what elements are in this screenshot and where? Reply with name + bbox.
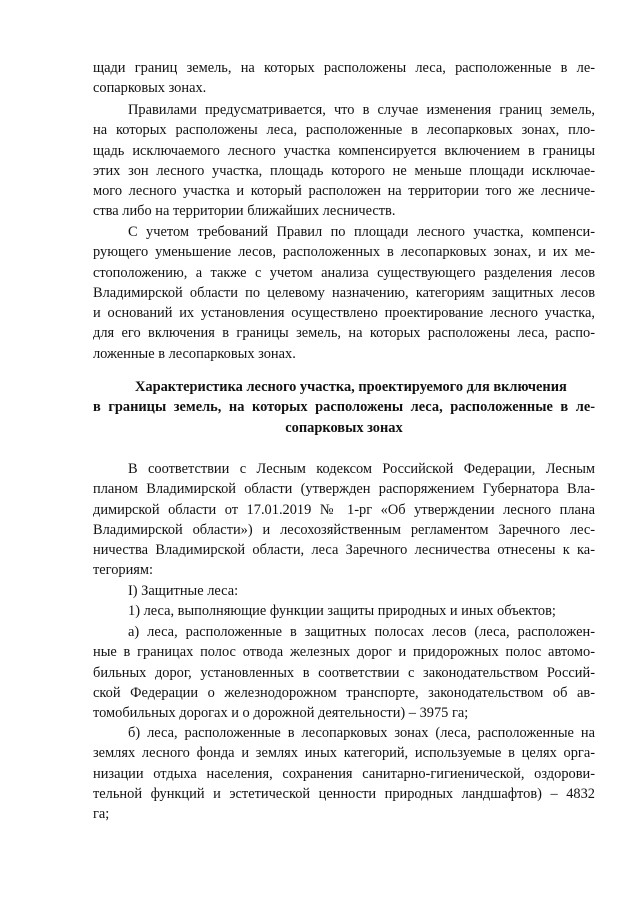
text-line: димирской области от 17.01.2019 № 1-рг «Об утверждении лесного плана [93,501,595,518]
text-line: сопарковых зонах. [93,80,207,97]
paragraph-rules [93,100,595,222]
paragraph-requirements [93,222,595,364]
text-line: Правилами предусматривается, что в случае изменения границ земель, [128,102,595,118]
text-line: тельной функций и эстетической ценности природных ландшафтов) – 4832 [93,785,595,802]
heading-line: сопарковых зонах [285,419,403,436]
heading-line: Характеристика лесного участка, проектируемого для включения [135,379,567,395]
text-line: мого лесного участка и который расположен на территории того же лесниче- [93,183,595,200]
list-item-protective-forests [93,581,595,601]
text-line: землях лесного фонда и землях иных категорий, используемые в целях орга- [93,745,595,762]
text-line: ложенные в лесопарковых зонах. [93,345,296,362]
text-line: планом Владимирской области (утвержден распоряжением Губернатора Вла- [93,481,595,498]
text-line: В соответствии с Лесным кодексом Российской Федерации, Лесным [128,461,595,477]
text-line: стоположению, а также с учетом анализа существующего разделения лесов [93,264,595,281]
text-line: б) леса, расположенные в лесопарковых зонах (леса, расположенные на [128,725,595,741]
text-line: щадь исключаемого лесного участка компенсируется включением в границы [93,142,595,159]
text-line: томобильных дорогах и о дорожной деятельности) – 3975 га; [93,705,469,722]
text-line: I) Защитные леса: [128,583,239,599]
text-line: ничества Владимирской области, леса Заречного лесничества отнесены к ка- [93,542,595,559]
text-line: ные в границах полос отвода железных дорог и придорожных полос автомо- [93,644,595,661]
list-item-a [93,622,595,723]
paragraph-categories [93,459,595,581]
text-line: для его включения в границы земель, на которых расположены леса, распо- [93,325,595,342]
text-line: рующего уменьшение лесов, расположенных в лесопарковых зонах, и их ме- [93,244,595,261]
text-line: Владимирской области») и лесохозяйственным регламентом Заречного лес- [93,521,595,538]
text-line: ской Федерации о железнодорожном транспорте, законодательством об ав- [93,684,595,701]
list-item-b [93,723,595,824]
text-line: С учетом требований Правил по площади лесного участка, компенси- [128,224,595,240]
text-line: ства либо на территории ближайших лесничеств. [93,203,396,220]
text-line: тегориям: [93,562,154,579]
text-line: га; [93,806,110,823]
text-line: этих зон лесного участка, площадь которого не меньше площади исключае- [93,162,595,179]
text-line: а) леса, расположенные в защитных полосах лесов (леса, расположен- [128,624,595,640]
text-line: бильных дорог, установленных в соответствии с законодательством Россий- [93,664,595,681]
list-item-protection-functions [93,601,595,621]
text-line: на которых расположены леса, расположенные в лесопарковых зонах, пло- [93,122,595,139]
heading-line: в границы земель, на которых расположены леса, расположенные в ле- [93,399,595,416]
paragraph-continuation [93,58,595,99]
text-line: щади границ земель, на которых расположены леса, расположенные в ле- [93,60,595,76]
text-line: низации отдыха населения, сохранения санитарно-гигиенической, оздорови- [93,765,595,782]
section-heading [93,377,595,438]
text-line: и оснований их установления осуществлено проектирование лесного участка, [93,305,595,322]
text-line: Владимирской области по целевому назначению, категориям защитных лесов [93,284,595,301]
text-line: 1) леса, выполняющие функции защиты природных и иных объектов; [128,603,556,619]
